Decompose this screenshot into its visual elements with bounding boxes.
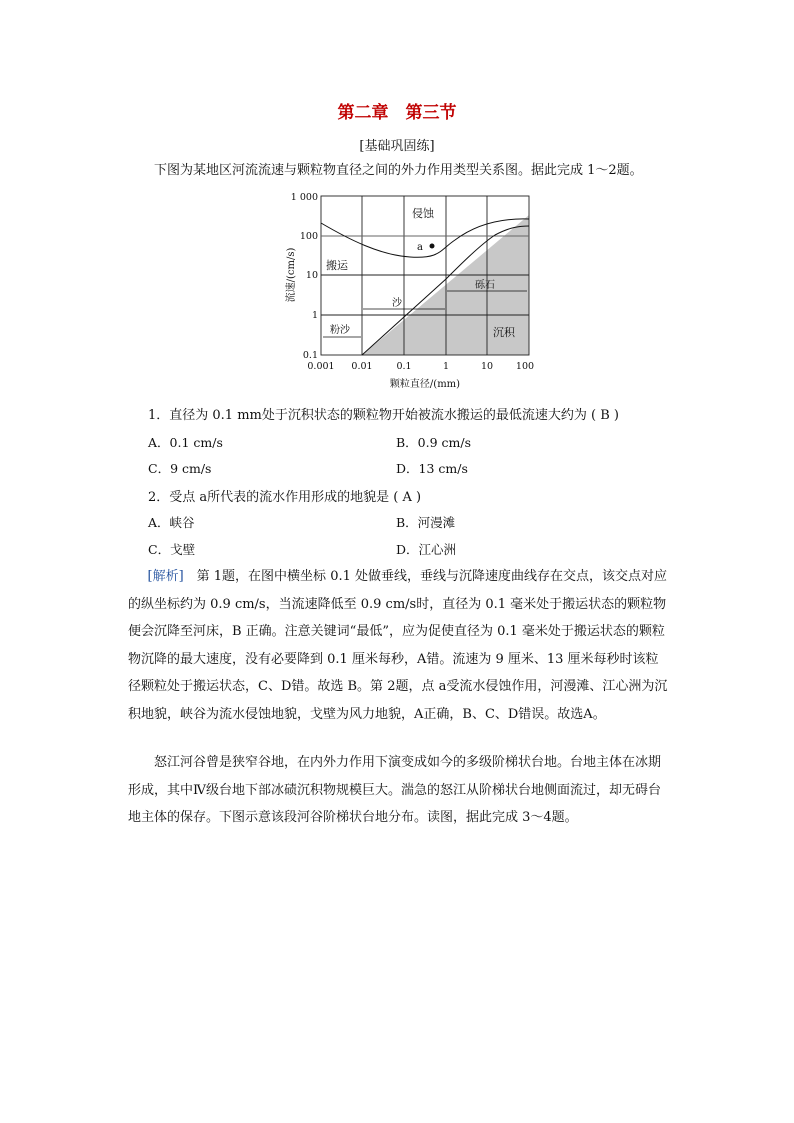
point-a [430, 244, 435, 249]
x-axis-label: 颗粒直径/(mm) [389, 379, 461, 390]
x-tick: 0.1 [396, 361, 412, 372]
y-axis-label: 流速/(cm/s) [286, 247, 297, 303]
transport-label: 搬运 [326, 259, 348, 272]
y-tick: 1 [311, 310, 318, 321]
y-tick: 0.1 [302, 350, 318, 361]
passage-2: 怒江河谷曾是狭窄谷地，在内外力作用下演变成如今的多级阶梯状台地。台地主体在冰期形成，其中Ⅳ级台地下部冰碛沉积物规模巨大。湍急的怒江从阶梯状台地侧面流过，却无碍台地主体的保存。下图示意该段河谷阶梯状台地分布。读图，据此完成 3～4题。 [128, 755, 662, 825]
x-tick: 100 [515, 361, 535, 372]
intro-text: 下图为某地区河流流速与颗粒物直径之间的外力作用类型关系图。据此完成 1～2题。 [154, 163, 643, 178]
y-tick: 10 [305, 270, 318, 281]
analysis-text: 第 1题，在图中横坐标 0.1 处做垂线，垂线与沉降速度曲线存在交点，该交点对应的纵坐标约为 0.9 cm/s，当流速降低至 0.9 cm/s时，直径为 0.1 毫米处于搬运状态的颗粒物便会沉降至河床，B 正确。注意关键词“最低”，应为促使直径为 0.1 毫米处于搬运状态的颗粒物沉降的最大速度，没有必要降到 0.1 厘米每秒，A错。流速为 9 厘米、13 厘米每秒时该粒径颗粒处于搬运状态，C、D错。故选 B。第 2题，点 a受流水侵蚀作用，河漫滩、江心洲为沉积地貌，峡谷为流水侵蚀地貌，戈壁为风力地貌，A正确，B、C、D错误。故选A。 [128, 569, 668, 722]
q2-option-b: B．河漫滩 [396, 515, 456, 530]
silt-label: 粉沙 [330, 325, 350, 336]
q2-option-c: C．戈壁 [148, 542, 196, 557]
y-tick: 100 [299, 231, 318, 242]
erosion-label: 侵蚀 [412, 207, 434, 220]
q2-option-a: A．峡谷 [148, 515, 195, 530]
gravel-label: 砾石 [475, 280, 495, 291]
analysis-label: [解析] [147, 569, 184, 584]
deposition-label: 沉积 [493, 326, 515, 339]
q1-option-a: A．0.1 cm/s [148, 435, 223, 450]
x-tick: 0.01 [351, 361, 373, 372]
point-a-label: a [417, 242, 423, 253]
q1-option-d: D．13 cm/s [396, 461, 468, 476]
q1-option-c: C．9 cm/s [148, 461, 212, 476]
sand-label: 沙 [392, 298, 402, 309]
question-2: 2．受点 a所代表的流水作用形成的地貌是 ( A ) [148, 490, 422, 505]
y-tick: 1 000 [290, 192, 318, 203]
q1-option-b: B．0.9 cm/s [396, 435, 472, 450]
q2-option-d: D．江心洲 [396, 542, 457, 557]
x-tick: 0.001 [307, 361, 335, 372]
question-1: 1．直径为 0.1 mm处于沉积状态的颗粒物开始被流水搬运的最低流速大约为 ( B ) [148, 408, 619, 423]
analysis [128, 563, 668, 728]
x-tick: 10 [480, 361, 494, 372]
section-subtitle: [基础巩固练] [359, 139, 435, 154]
x-tick: 1 [442, 361, 450, 372]
page-title: 第二章 第三节 [337, 103, 457, 123]
velocity-diameter-diagram [280, 185, 540, 395]
